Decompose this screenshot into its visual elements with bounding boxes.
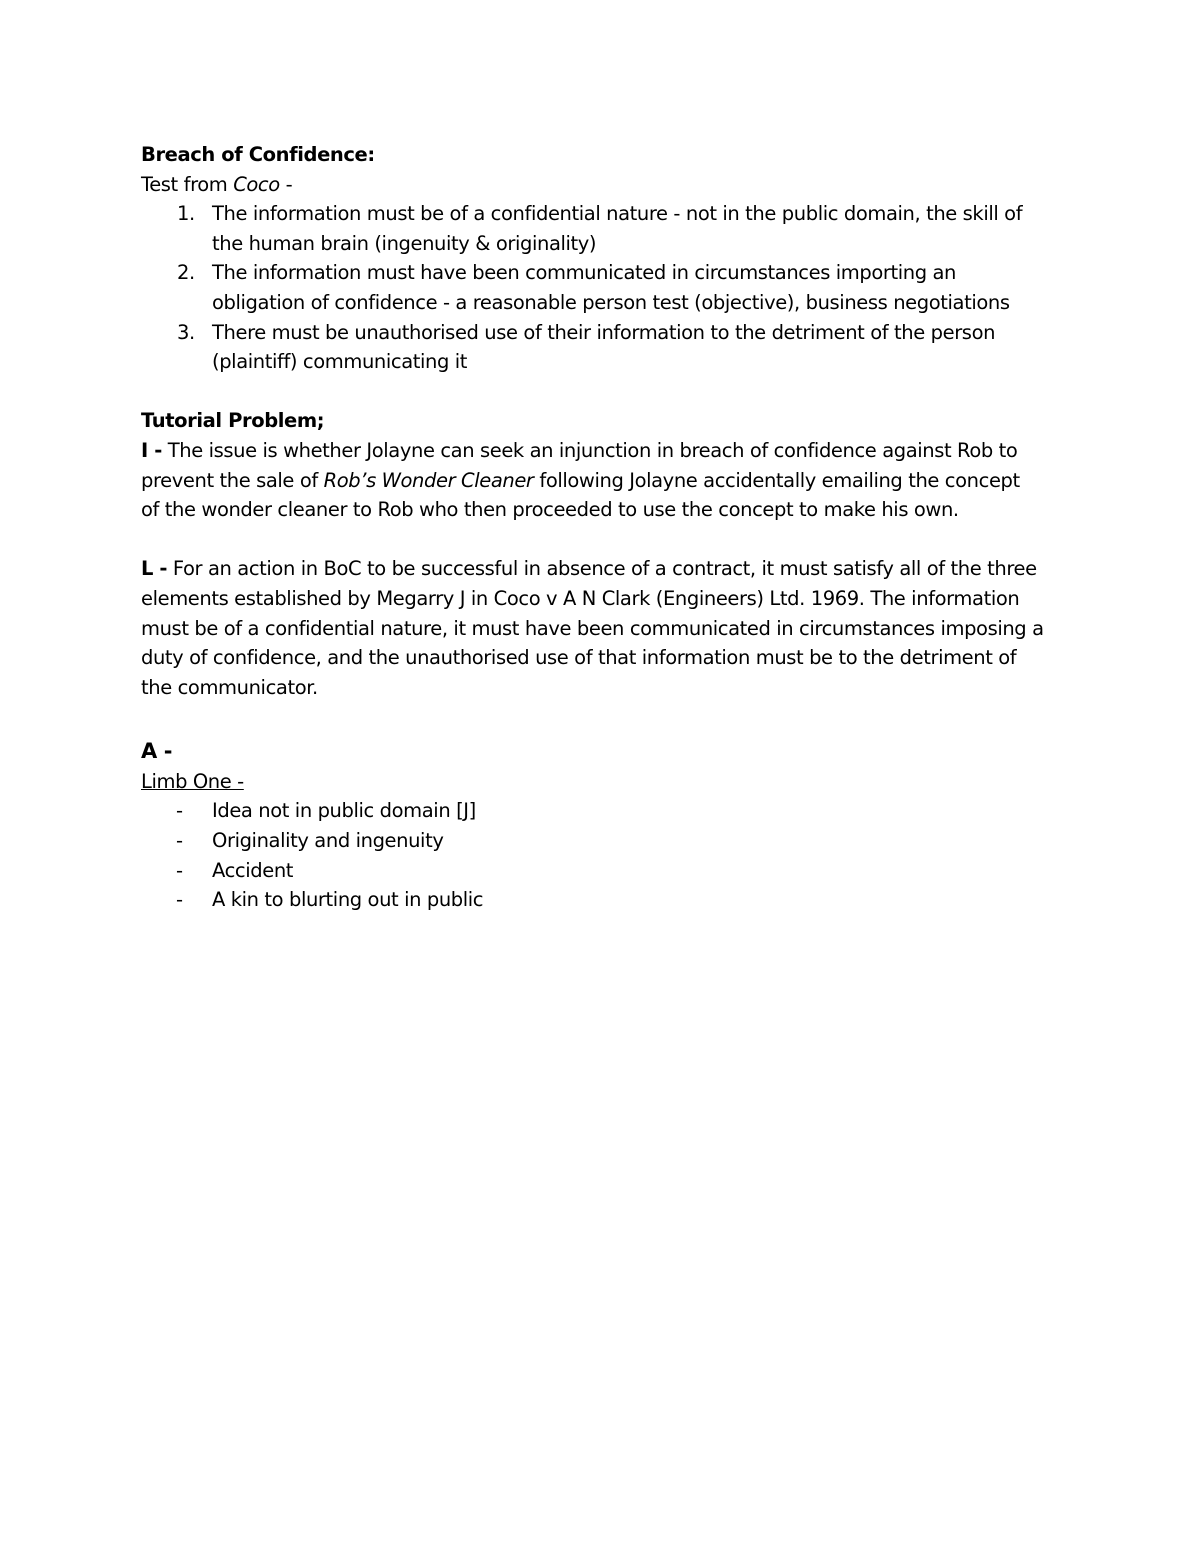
item-line: obligation of confidence - a reasonable person test (objective), business negotiations [212,290,1010,314]
issue-label: I - [141,438,162,462]
dash-bullet: - [176,799,183,823]
coco-test-item [141,318,1071,377]
item-line: the human brain (ingenuity & originality) [212,231,597,255]
dash-bullet: - [176,858,183,882]
dash-bullet: - [176,888,183,912]
coco-test-item [141,199,1071,258]
coco-test-list [141,199,1071,377]
issue-line: The issue is whether Jolayne can seek an injunction in breach of confidence against Rob to [161,438,1018,462]
law-line: duty of confidence, and the unauthorised use of that information must be to the detriment of [141,646,1017,670]
law-label: L - [141,557,168,581]
item-number: 1. [177,202,195,226]
list-item [141,826,1071,856]
list-item [141,796,1071,826]
spacer [141,702,1071,737]
document-page [141,140,1071,915]
test-intro-prefix: Test from [141,172,234,196]
law-line: For an action in BoC to be successful in absence of a contract, it must satisfy all of the three [167,557,1037,581]
spacer [141,377,1071,407]
test-intro-case: Coco [233,172,280,196]
list-item [141,885,1071,915]
item-number: 2. [177,261,195,285]
coco-test-item [141,258,1071,317]
list-item-text: Originality and ingenuity [212,829,444,853]
law-paragraph [141,554,1071,702]
issue-paragraph [141,436,1071,525]
law-line: the communicator. [141,675,318,699]
item-number: 3. [177,320,195,344]
test-intro-suffix: - [279,172,293,196]
list-item-text: Idea not in public domain [J] [212,799,476,823]
item-line: The information must be of a confidential nature - not in the public domain, the skill of [212,202,1023,226]
item-line: (plaintiff) communicating it [212,350,468,374]
tutorial-heading: Tutorial Problem; [141,409,325,433]
limb-one-heading: Limb One - [141,769,244,793]
breach-heading: Breach of Confidence: [141,143,375,166]
law-line: must be of a confidential nature, it must have been communicated in circumstances imposing a [141,616,1044,640]
spacer [141,525,1071,555]
issue-line: following Jolayne accidentally emailing the concept [533,468,1020,492]
test-intro [141,170,1071,200]
issue-line: prevent the sale of [141,468,324,492]
list-item-text: Accident [212,858,294,882]
dash-bullet: - [176,829,183,853]
product-name: Rob’s Wonder Cleaner [323,468,534,492]
item-line: There must be unauthorised use of their information to the detriment of the person [212,320,996,344]
law-line: elements established by Megarry J in Coco v A N Clark (Engineers) Ltd. 1969. The information [141,586,1020,610]
limb-one-list [141,796,1071,914]
item-line: The information must have been communicated in circumstances importing an [212,261,957,285]
list-item [141,856,1071,886]
application-heading: A - [141,739,173,764]
issue-line: of the wonder cleaner to Rob who then proceeded to use the concept to make his own. [141,498,959,522]
list-item-text: A kin to blurting out in public [212,888,484,912]
